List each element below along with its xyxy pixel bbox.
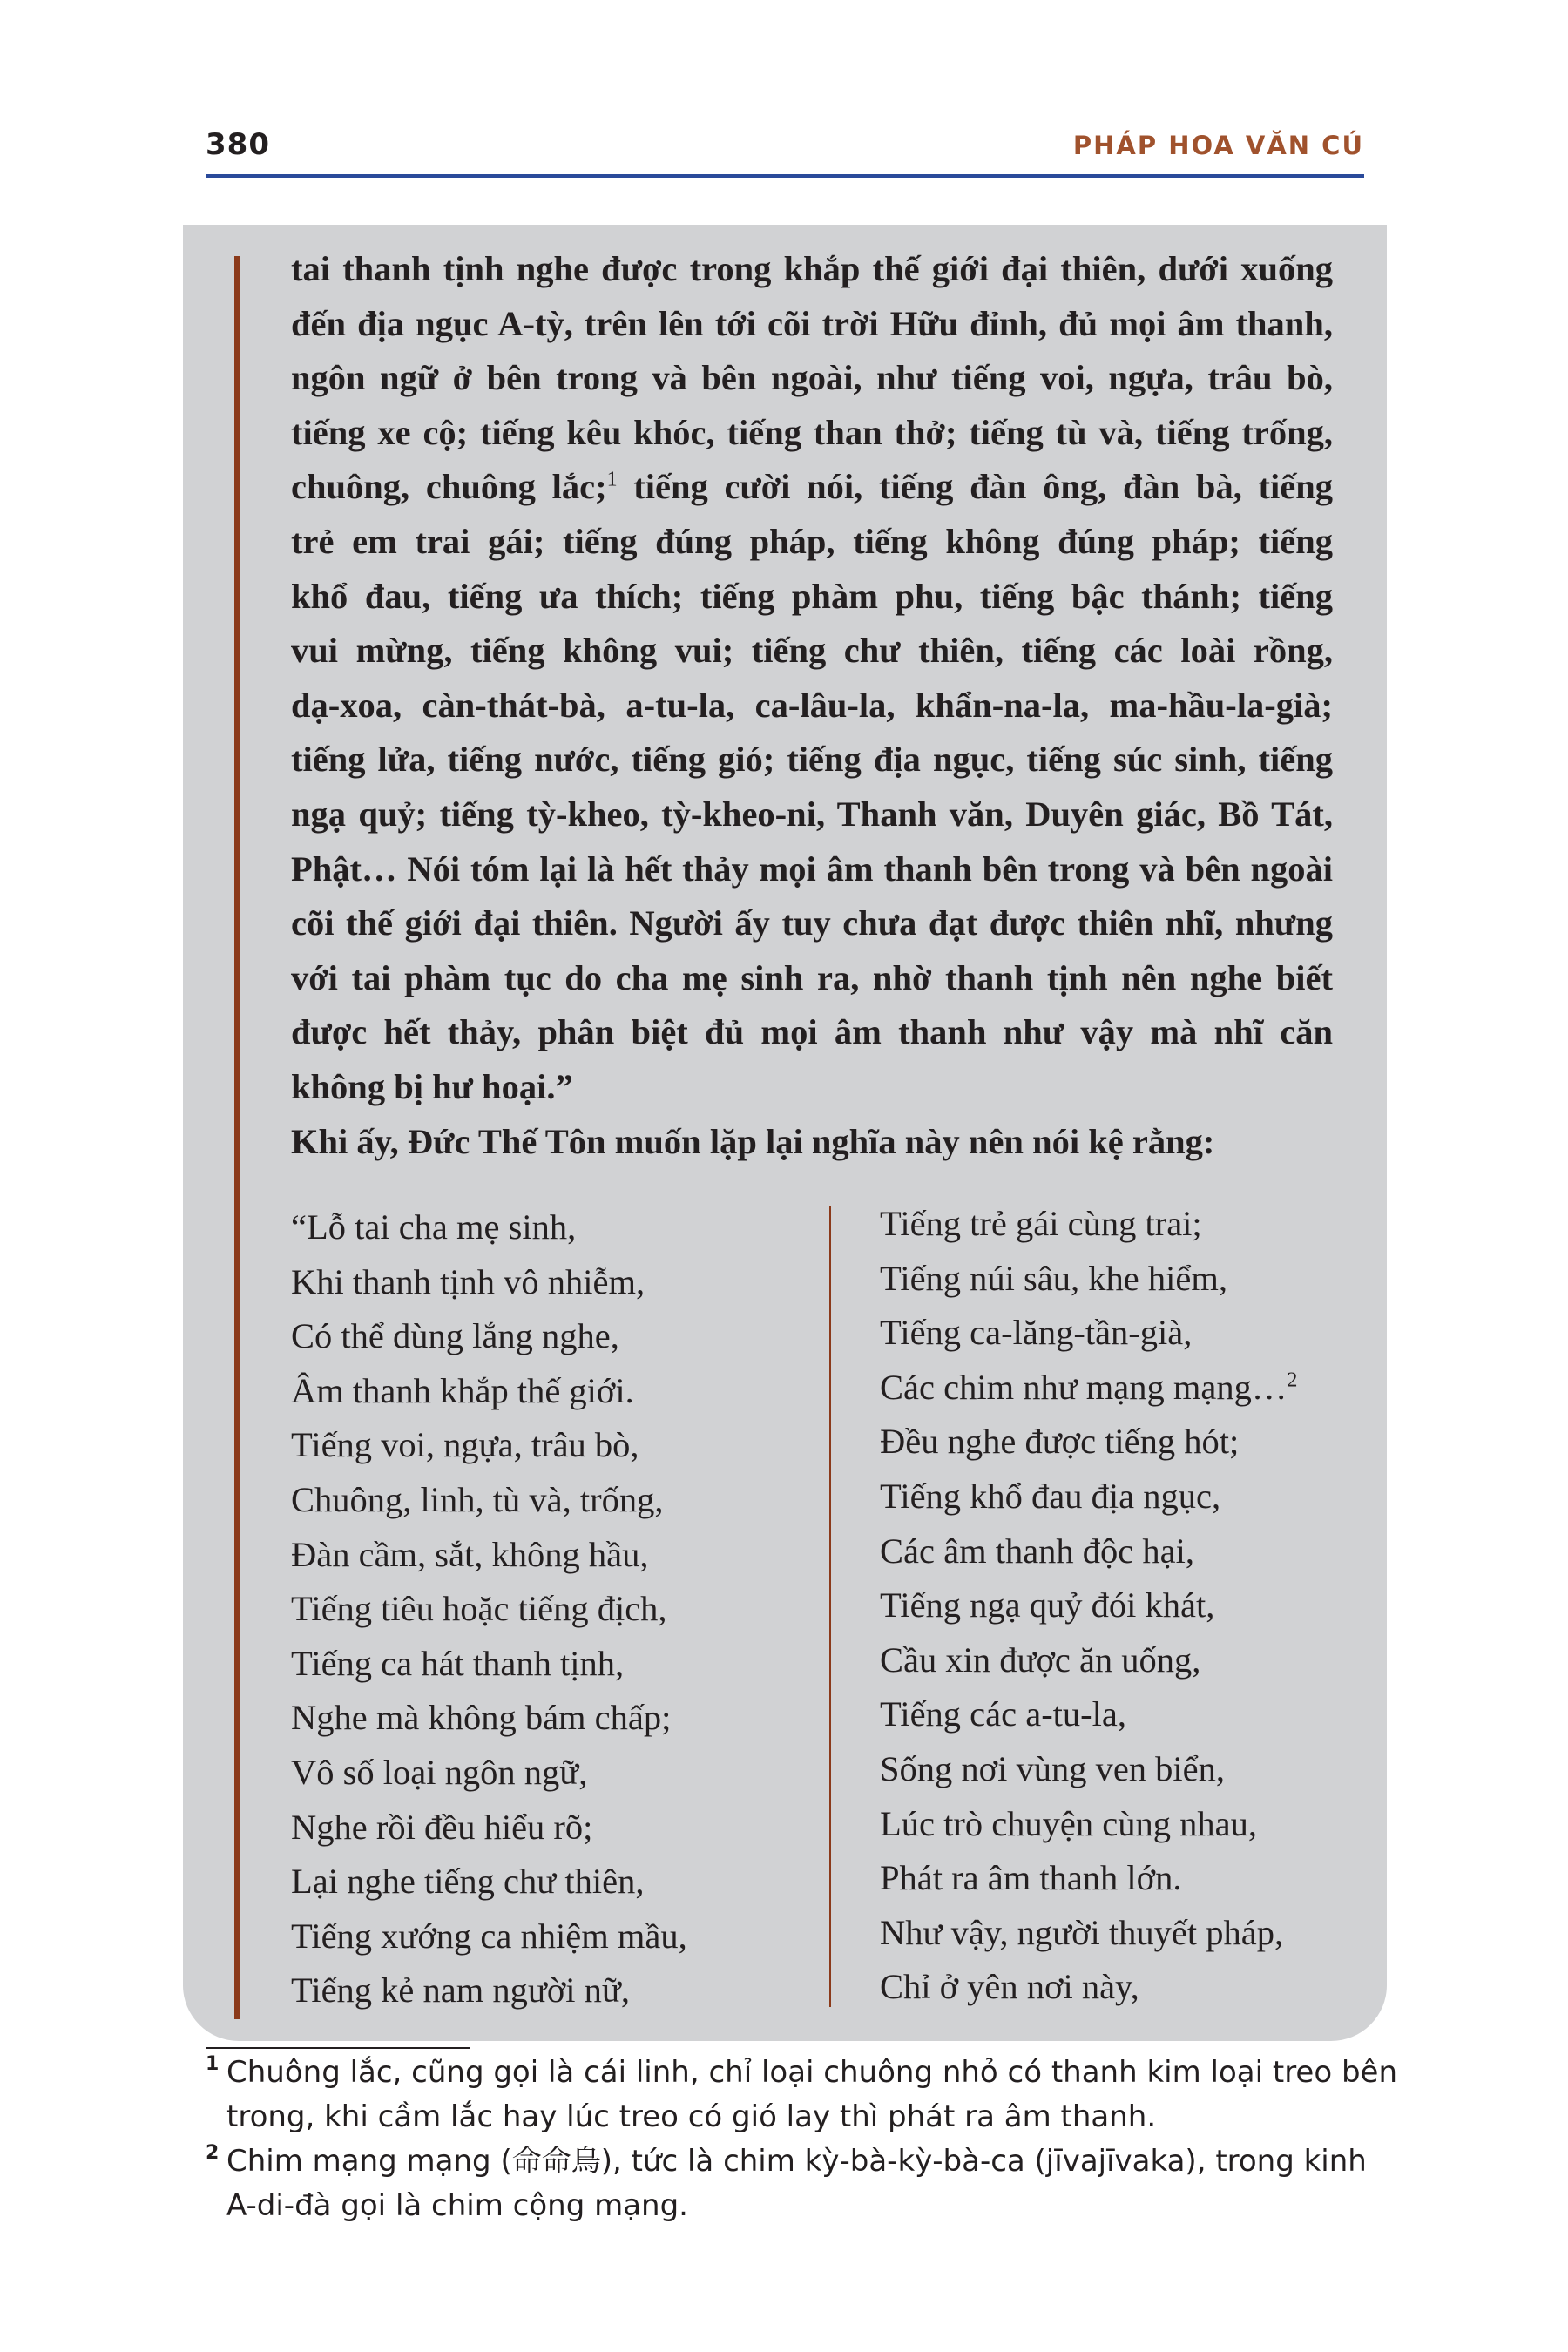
footnote-mark: 1 xyxy=(206,2053,220,2075)
verse-line: Đàn cầm, sắt, không hầu, xyxy=(291,1534,649,1574)
footnote-1 xyxy=(206,2051,1397,2139)
verse-line: Có thể dùng lắng nghe, xyxy=(291,1316,619,1356)
footnote-ref-2[interactable]: 2 xyxy=(1287,1369,1298,1392)
page-header xyxy=(206,113,1364,183)
verse-line: Nghe rồi đều hiểu rõ; xyxy=(291,1807,593,1847)
running-title: PHÁP HOA VĂN CÚ xyxy=(1072,131,1364,160)
verse-line: “Lỗ tai cha mẹ sinh, xyxy=(291,1207,577,1247)
verse-line xyxy=(880,1361,1297,1416)
prose-line: ngạ quỷ; tiếng tỳ-kheo, tỳ-kheo-ni, Thanh văn, Duyên giác, Bồ Tát, xyxy=(291,794,1333,834)
prose-line xyxy=(291,460,1333,515)
prose-line: vui mừng, tiếng không vui; tiếng chư thiên, tiếng các loài rồng, xyxy=(291,631,1333,671)
verse-line: Đều nghe được tiếng hót; xyxy=(880,1422,1240,1462)
verse-line: Sống nơi vùng ven biển, xyxy=(880,1748,1226,1788)
verse-line: Khi thanh tịnh vô nhiễm, xyxy=(291,1261,645,1301)
footnote-2 xyxy=(206,2139,1367,2228)
prose-line-rest: tiếng cười nói, tiếng đàn ông, đàn bà, tiếng xyxy=(633,467,1334,507)
verse-line: Lúc trò chuyện cùng nhau, xyxy=(880,1803,1257,1843)
verse-line: Phát ra âm thanh lớn. xyxy=(880,1858,1182,1898)
verse-line: Tiếng voi, ngựa, trâu bò, xyxy=(291,1425,639,1465)
prose-line-start: chuông, chuông lắc; xyxy=(291,467,607,507)
verse-line: Lại nghe tiếng chư thiên, xyxy=(291,1862,645,1902)
verse-line: Chỉ ở yên nơi này, xyxy=(880,1967,1139,2007)
prose-line: cõi thế giới đại thiên. Người ấy tuy chưa đạt được thiên nhĩ, nhưng xyxy=(291,903,1333,943)
verse-line: Tiếng xướng ca nhiệm mầu, xyxy=(291,1916,687,1956)
verse-line-text: Các chim như mạng mạng… xyxy=(880,1367,1288,1407)
verse-line: Vô số loại ngôn ngữ, xyxy=(291,1752,588,1792)
prose-line: tiếng xe cộ; tiếng kêu khóc, tiếng than thở; tiếng tù và, tiếng trống, xyxy=(291,412,1333,452)
footnote-rule xyxy=(206,2047,470,2049)
footnote-line: Chim mạng mạng (命命鳥), tức là chim kỳ-bà-kỳ-bà-ca (jīvajīvaka), trong kinh xyxy=(226,2144,1367,2179)
verse-line: Tiếng ca-lăng-tần-già, xyxy=(880,1313,1193,1353)
verse-line: Tiếng ngạ quỷ đói khát, xyxy=(880,1585,1215,1625)
verse-line: Âm thanh khắp thế giới. xyxy=(291,1370,634,1410)
prose-passage xyxy=(291,242,1333,1169)
footnote-mark: 2 xyxy=(206,2142,220,2164)
prose-line: khổ đau, tiếng ưa thích; tiếng phàm phu, tiếng bậc thánh; tiếng xyxy=(291,576,1333,616)
verse-line: Chuông, linh, tù và, trống, xyxy=(291,1479,664,1519)
prose-line: trẻ em trai gái; tiếng đúng pháp, tiếng không đúng pháp; tiếng xyxy=(291,521,1333,561)
prose-line: đến địa ngục A-tỳ, trên lên tới cõi trời Hữu đỉnh, đủ mọi âm thanh, xyxy=(291,303,1333,343)
verse-line: Như vậy, người thuyết pháp, xyxy=(880,1912,1284,1952)
verse-left-column xyxy=(291,1200,687,2018)
footnote-line: trong, khi cầm lắc hay lúc treo có gió lay thì phát ra âm thanh. xyxy=(226,2099,1157,2134)
verse-column-divider xyxy=(829,1206,831,2007)
footnote-line: Chuông lắc, cũng gọi là cái linh, chỉ loại chuông nhỏ có thanh kim loại treo bên xyxy=(226,2055,1397,2090)
quote-bar xyxy=(234,256,240,2019)
verse-line: Tiếng ca hát thanh tịnh, xyxy=(291,1643,625,1683)
verse-intro-line: Khi ấy, Đức Thế Tôn muốn lặp lại nghĩa này nên nói kệ rằng: xyxy=(291,1121,1215,1161)
prose-line: Phật… Nói tóm lại là hết thảy mọi âm thanh bên trong và bên ngoài xyxy=(291,848,1333,889)
footnotes xyxy=(206,2051,1397,2228)
prose-line: tiếng lửa, tiếng nước, tiếng gió; tiếng địa ngục, tiếng súc sinh, tiếng xyxy=(291,740,1333,780)
verse-line: Các âm thanh độc hại, xyxy=(880,1531,1194,1571)
footnote-line: A-di-đà gọi là chim cộng mạng. xyxy=(226,2188,688,2223)
verse-line: Tiếng khổ đau địa ngục, xyxy=(880,1476,1221,1516)
prose-line: dạ-xoa, càn-thát-bà, a-tu-la, ca-lâu-la, khẩn-na-la, ma-hầu-la-già; xyxy=(291,685,1333,725)
footnote-ref-1[interactable]: 1 xyxy=(606,468,618,491)
prose-line: ngôn ngữ ở bên trong và bên ngoài, như tiếng voi, ngựa, trâu bò, xyxy=(291,358,1333,398)
verse-line: Cầu xin được ăn uống, xyxy=(880,1639,1201,1680)
verse-line: Tiếng kẻ nam người nữ, xyxy=(291,1970,630,2011)
verse-line: Nghe mà không bám chấp; xyxy=(291,1698,672,1738)
verse-right-column xyxy=(880,1197,1297,2015)
prose-line: không bị hư hoại.” xyxy=(291,1066,573,1106)
prose-line: tai thanh tịnh nghe được trong khắp thế giới đại thiên, dưới xuống xyxy=(291,249,1333,288)
verse-line: Tiếng tiêu hoặc tiếng địch, xyxy=(291,1589,667,1629)
prose-line: được hết thảy, phân biệt đủ mọi âm thanh như vậy mà nhĩ căn xyxy=(291,1012,1333,1052)
prose-line: với tai phàm tục do cha mẹ sinh ra, nhờ thanh tịnh nên nghe biết xyxy=(291,957,1333,997)
quote-box xyxy=(183,225,1387,2041)
header-rule xyxy=(206,174,1364,178)
page-number: 380 xyxy=(206,127,270,162)
verse-line: Tiếng các a-tu-la, xyxy=(880,1694,1127,1734)
verse-line: Tiếng núi sâu, khe hiểm, xyxy=(880,1258,1227,1298)
verse-line: Tiếng trẻ gái cùng trai; xyxy=(880,1204,1202,1243)
